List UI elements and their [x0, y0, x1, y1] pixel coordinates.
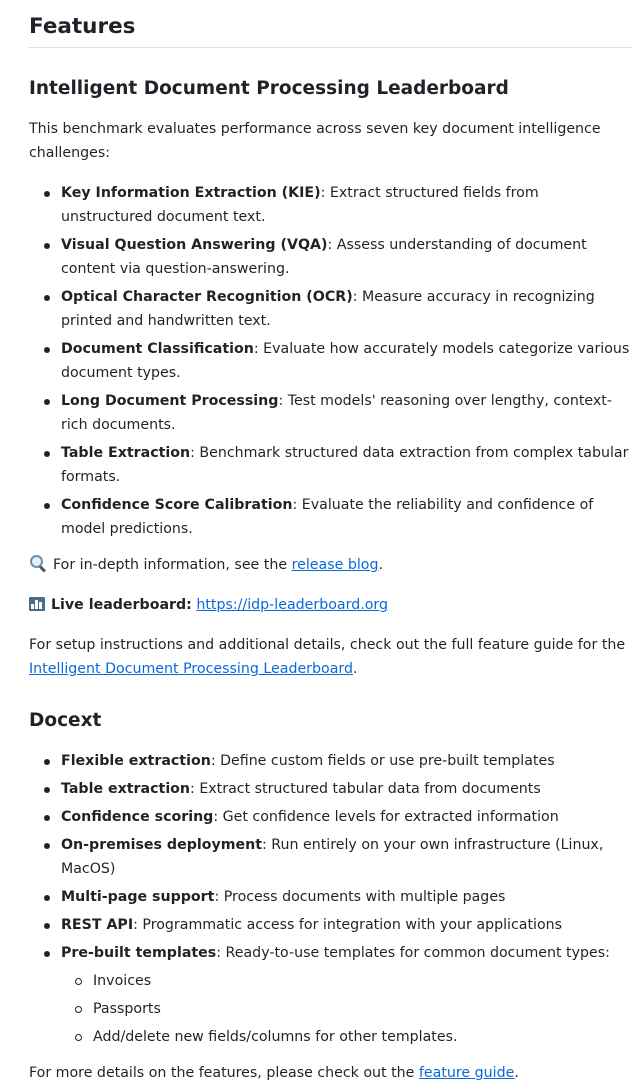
list-item — [29, 885, 632, 909]
more-details-paragraph — [29, 1061, 632, 1085]
list-item — [29, 181, 632, 229]
template-sub-list — [61, 969, 632, 1049]
sub-list-item: Invoices — [61, 969, 632, 993]
list-item — [29, 777, 632, 801]
item-term: Table Extraction — [61, 445, 191, 461]
item-desc: : Extract structured fields from unstructured document text. — [61, 185, 539, 225]
item-desc: : Define custom fields or use pre-built templates — [210, 753, 555, 769]
live-label: Live leaderboard: — [51, 597, 192, 613]
item-term: REST API — [61, 917, 134, 933]
item-term: On-premises deployment — [61, 837, 263, 853]
item-term: Confidence Score Calibration — [61, 497, 293, 513]
item-desc: : Get confidence levels for extracted information — [213, 809, 559, 825]
list-item — [29, 233, 632, 281]
blog-paragraph — [29, 553, 632, 577]
item-desc: : Run entirely on your own infrastructure (Linux, MacOS) — [61, 837, 604, 877]
list-item — [29, 285, 632, 333]
item-term: Table extraction — [61, 781, 191, 797]
item-term: Flexible extraction — [61, 753, 211, 769]
list-item — [29, 337, 632, 385]
list-item — [29, 749, 632, 773]
item-desc: : Ready-to-use templates for common document types: — [216, 945, 610, 961]
release-blog-link[interactable]: release blog — [291, 557, 379, 573]
bar-chart-icon — [29, 597, 45, 611]
item-desc: : Benchmark structured data extraction from complex tabular formats. — [61, 445, 629, 485]
item-term: Optical Character Recognition (OCR) — [61, 289, 353, 305]
idp-guide-link[interactable]: Intelligent Document Processing Leaderboard — [29, 661, 353, 677]
list-item — [29, 805, 632, 829]
item-desc: : Extract structured tabular data from documents — [190, 781, 541, 797]
magnifier-icon — [29, 554, 47, 572]
docext-feature-list — [29, 749, 632, 1049]
item-desc: : Process documents with multiple pages — [214, 889, 506, 905]
item-term: Multi-page support — [61, 889, 215, 905]
live-leaderboard-paragraph — [29, 593, 632, 617]
idp-challenge-list — [29, 181, 632, 541]
idp-heading: Intelligent Document Processing Leaderboard — [29, 78, 509, 99]
item-term: Visual Question Answering (VQA) — [61, 237, 328, 253]
item-desc: : Programmatic access for integration with your applications — [133, 917, 563, 933]
sub-list-item: Add/delete new fields/columns for other templates. — [61, 1025, 632, 1049]
sub-list-item: Passports — [61, 997, 632, 1021]
list-item — [29, 389, 632, 437]
more-suffix: . — [514, 1065, 519, 1081]
list-item — [29, 441, 632, 489]
item-term: Confidence scoring — [61, 809, 214, 825]
item-term: Long Document Processing — [61, 393, 279, 409]
setup-text: For setup instructions and additional details, check out the full feature guide for the — [29, 637, 626, 653]
feature-guide-link[interactable]: feature guide — [418, 1065, 515, 1081]
list-item — [29, 833, 632, 881]
setup-suffix: . — [352, 661, 358, 677]
setup-paragraph — [29, 633, 632, 681]
idp-intro: This benchmark evaluates performance across seven key document intelligence challenges: — [29, 121, 601, 161]
item-desc: : Measure accuracy in recognizing printed and handwritten text. — [61, 289, 595, 329]
blog-prefix: For in-depth information, see the — [53, 557, 292, 573]
item-desc: : Test models' reasoning over lengthy, context-rich documents. — [61, 393, 612, 433]
list-item — [29, 913, 632, 937]
live-leaderboard-link[interactable]: https://idp-leaderboard.org — [196, 597, 388, 613]
more-prefix: For more details on the features, please check out the — [29, 1065, 419, 1081]
item-desc: : Assess understanding of document content via question-answering. — [61, 237, 587, 277]
item-term: Pre-built templates — [61, 945, 217, 961]
docext-heading: Docext — [29, 710, 102, 731]
list-item — [29, 493, 632, 541]
blog-suffix: . — [378, 557, 383, 573]
item-term: Key Information Extraction (KIE) — [61, 185, 321, 201]
list-item — [29, 941, 632, 1049]
item-desc: : Evaluate how accurately models categorize various document types. — [61, 341, 630, 381]
item-desc: : Evaluate the reliability and confidence of model predictions. — [61, 497, 594, 537]
features-heading: Features — [29, 0, 632, 48]
item-term: Document Classification — [61, 341, 254, 357]
